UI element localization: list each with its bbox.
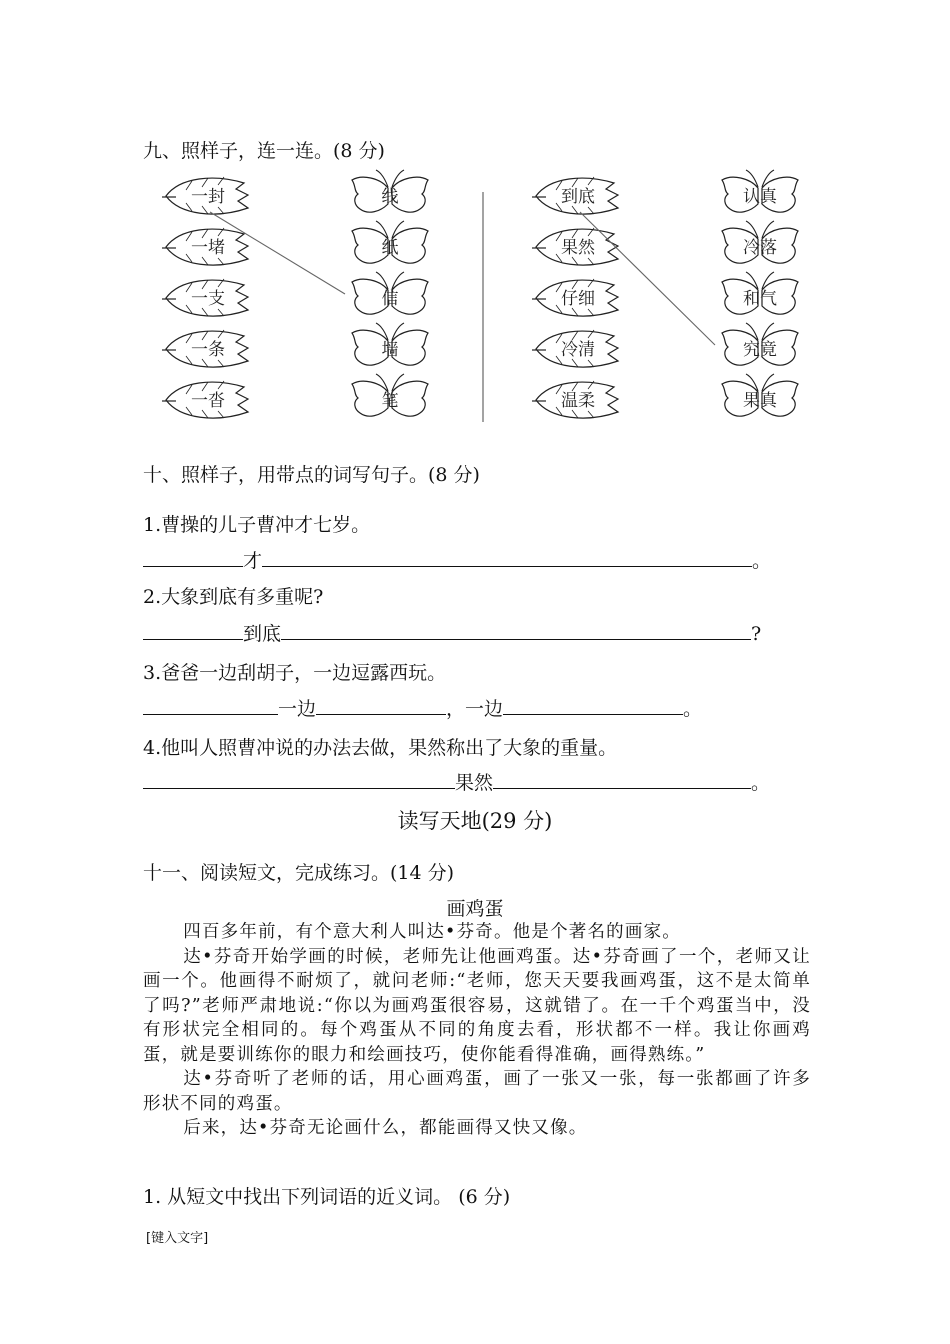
- leaf-card[interactable]: [532, 279, 618, 316]
- answer-blank[interactable]: [316, 694, 446, 715]
- answer-blank[interactable]: [503, 694, 683, 715]
- leaf-word: 一堵: [191, 238, 225, 258]
- answer-blank[interactable]: [281, 619, 751, 640]
- butterfly-card[interactable]: [722, 323, 798, 365]
- butterfly-word: 和气: [743, 289, 777, 309]
- example-connector-line: [580, 212, 715, 345]
- leaf-word: 冷清: [561, 340, 595, 360]
- butterfly-card[interactable]: [722, 374, 798, 416]
- butterfly-word: 纸: [381, 238, 399, 258]
- q11-sub-question: 1. 从短文中找出下列词语的近义词。 (6 分): [143, 1186, 511, 1208]
- leaf-word: 一支: [191, 289, 225, 309]
- answer-blank[interactable]: [143, 546, 243, 567]
- passage-paragraph: 达•芬奇听了老师的话，用心画鸡蛋，画了一张又一张，每一张都画了许多形状不同的鸡蛋。: [143, 1069, 811, 1114]
- q10-title: 十、照样子，用带点的词写句子。(8 分): [143, 464, 480, 486]
- leaf-word: 到底: [561, 187, 595, 207]
- keyword: 一边: [278, 698, 317, 720]
- butterfly-card[interactable]: [352, 323, 428, 365]
- leaf-card[interactable]: [162, 381, 248, 418]
- passage-paragraph: 达•芬奇开始学画的时候，老师先让他画鸡蛋。达•芬奇画了一个，老师又让画一个。他画得不耐烦了，就问老师:“老师，您天天要我画鸡蛋，这不是太简单了吗?”老师严肃地说:“你以为画鸡蛋很容易，这就错了。在一千个鸡蛋当中，没有形状完全相同的。每个鸡蛋从不同的角度去看，形状都不一样。我让你画鸡蛋，就是要训练你的眼力和绘画技巧，使你能看得准确，画得熟练。”: [143, 946, 811, 1065]
- answer-blank[interactable]: [143, 694, 278, 715]
- passage-paragraph: 后来，达•芬奇无论画什么，都能画得又快又像。: [183, 1118, 588, 1138]
- section-title: 读写天地(29 分): [397, 809, 553, 833]
- answer-blank[interactable]: [143, 619, 243, 640]
- q10-item-3-answer-line: [143, 694, 702, 721]
- butterfly-word: 墙: [381, 340, 399, 360]
- passage-title: 画鸡蛋: [446, 898, 504, 920]
- punctuation: 。: [683, 698, 703, 720]
- butterfly-card[interactable]: [722, 221, 798, 263]
- leaf-card[interactable]: [162, 228, 248, 265]
- leaf-word: 一沓: [191, 391, 225, 411]
- butterfly-word: 信: [381, 289, 399, 309]
- punctuation: ?: [751, 623, 762, 645]
- footer-placeholder: [键入文字]: [146, 1231, 209, 1246]
- leaf-card[interactable]: [532, 381, 618, 418]
- leaf-card[interactable]: [532, 330, 618, 367]
- leaf-word: 一条: [191, 340, 225, 360]
- butterfly-word: 认真: [743, 187, 777, 207]
- answer-blank[interactable]: [143, 768, 455, 789]
- q9-title: 九、照样子，连一连。(8 分): [143, 140, 385, 162]
- butterfly-card[interactable]: [722, 170, 798, 212]
- leaf-card[interactable]: [162, 279, 248, 316]
- butterfly-card[interactable]: [352, 221, 428, 263]
- butterfly-word: 冷落: [743, 238, 777, 258]
- leaf-card[interactable]: [162, 177, 248, 214]
- butterfly-word: 果真: [743, 391, 777, 411]
- butterfly-word: 究竟: [743, 340, 777, 360]
- q10-item-2-prompt: 2.大象到底有多重呢?: [143, 586, 324, 608]
- answer-blank[interactable]: [493, 768, 751, 789]
- q10-item-2-answer-line: [143, 619, 761, 646]
- butterfly-card[interactable]: [722, 272, 798, 314]
- q11-title: 十一、阅读短文，完成练习。(14 分): [143, 862, 455, 884]
- leaf-word: 一封: [191, 187, 225, 207]
- keyword: 才: [243, 550, 263, 572]
- passage-paragraph: 四百多年前，有个意大利人叫达•芬奇。他是个著名的画家。: [183, 922, 681, 942]
- q10-item-3-prompt: 3.爸爸一边刮胡子，一边逗露西玩。: [143, 662, 447, 684]
- keyword: 到底: [243, 623, 282, 645]
- butterfly-card[interactable]: [352, 272, 428, 314]
- butterfly-card[interactable]: [352, 170, 428, 212]
- q10-item-4-answer-line: [143, 768, 770, 795]
- leaf-card[interactable]: [162, 330, 248, 367]
- butterfly-word: 线: [381, 187, 399, 207]
- butterfly-word: 笔: [381, 391, 399, 411]
- leaf-card[interactable]: [532, 228, 618, 265]
- leaf-card[interactable]: [532, 177, 618, 214]
- answer-blank[interactable]: [262, 546, 752, 567]
- keyword: 果然: [455, 772, 494, 794]
- punctuation: 。: [751, 772, 771, 794]
- leaf-word: 果然: [561, 238, 595, 258]
- q10-item-1-answer-line: [143, 546, 771, 573]
- punctuation: 。: [752, 550, 772, 572]
- q10-item-4-prompt: 4.他叫人照曹冲说的办法去做，果然称出了大象的重量。: [143, 737, 618, 759]
- matching-diagram: [0, 0, 950, 440]
- keyword: ，一边: [446, 698, 504, 720]
- q10-item-1-prompt: 1.曹操的儿子曹冲才七岁。: [143, 514, 371, 536]
- leaf-word: 仔细: [561, 289, 595, 309]
- butterfly-card[interactable]: [352, 374, 428, 416]
- reading-passage: [143, 920, 811, 1141]
- leaf-word: 温柔: [561, 391, 595, 411]
